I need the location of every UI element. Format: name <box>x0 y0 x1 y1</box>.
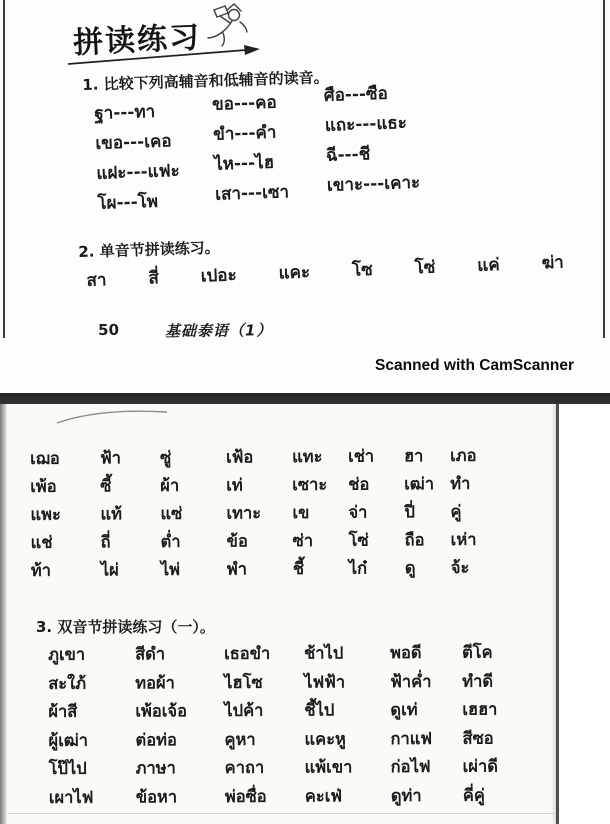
consonant-pair: แฝะ---แฟะ <box>96 161 181 184</box>
thai-word: ถือ <box>404 530 425 550</box>
thai-word: ชี้ไป <box>304 700 335 720</box>
thai-word: ซู่ <box>159 448 172 468</box>
thai-word: แคะหู <box>304 728 346 749</box>
thai-word: เช่า <box>347 446 375 466</box>
single-syllable-word-grid <box>30 446 537 580</box>
thai-word: ไปค้า <box>224 700 264 721</box>
exercise2-label: 2. 单音节拼读练习。 <box>78 238 220 261</box>
consonant-pair: ฉี---ชี <box>325 144 371 166</box>
thai-word: แพะ <box>30 504 61 524</box>
scan-gap-band <box>0 393 610 404</box>
thai-word: ข้อหา <box>135 786 178 807</box>
thai-word: ฟ้าค่ำ <box>390 671 432 691</box>
consonant-pair: ไห---ไฮ <box>213 152 275 175</box>
thai-word: แช่ <box>30 532 53 552</box>
thai-word: แซ่ <box>160 503 183 524</box>
thai-word: เฟ้อ <box>225 447 254 467</box>
page1-left-edge-line <box>3 0 5 338</box>
page2-bottom-edge-line <box>8 813 554 814</box>
thai-word: คะเฟ่ <box>304 785 343 806</box>
page1-right-edge-line <box>603 0 605 338</box>
thai-word: ผ้า <box>160 475 180 496</box>
thai-word: ช่อ <box>348 474 370 494</box>
thai-word: โป๊ไป <box>48 758 87 778</box>
thai-word: ต่อท่อ <box>135 729 177 750</box>
syllable: แค่ <box>476 255 501 276</box>
thai-word: ชี้ <box>292 559 305 579</box>
syllable: โซ <box>351 260 374 281</box>
consonant-pair: ศือ---ซือ <box>323 83 389 106</box>
thai-word: ไฮโซ <box>224 672 263 692</box>
exercise1-label: 1. 比较下列高辅音和低辅音的读音。 <box>82 68 329 94</box>
thai-word: ทำดี <box>462 671 494 691</box>
syllable: เปอะ <box>200 265 238 287</box>
thai-word: คี่คู่ <box>462 785 485 805</box>
thai-word: เทาะ <box>226 503 262 523</box>
thai-word: แทะ <box>291 446 323 467</box>
thai-word: พอดี <box>389 643 422 663</box>
thai-word: ทำ <box>450 473 471 494</box>
scanned-page-2 <box>0 404 610 824</box>
page-curl-line-icon <box>55 406 175 426</box>
thai-word: คาถา <box>224 757 265 778</box>
syllable: แคะ <box>278 262 311 284</box>
thai-word: เซาะ <box>292 474 328 495</box>
thai-word: ไผ่ <box>100 560 119 580</box>
thai-word: ดูเท่ <box>390 700 418 720</box>
thai-word: ปี่ <box>404 502 415 522</box>
syllable: โซ่ <box>414 257 436 279</box>
thai-word: แท้ <box>100 504 123 524</box>
thai-word: ตีโค <box>461 642 493 662</box>
syllable: สี่ <box>148 268 160 289</box>
thai-word: เภอ <box>449 445 477 466</box>
thai-word: เฌอ <box>29 448 60 468</box>
thai-word: ฮา <box>403 446 424 466</box>
thai-word: ต่ำ <box>160 531 181 552</box>
thai-word: จ้ะ <box>450 557 470 578</box>
thai-word: เธอขำ <box>223 643 271 664</box>
thai-word: เพ้อเจ้อ <box>135 701 188 721</box>
page2-right-margin <box>559 404 610 824</box>
thai-word: เผาไฟ <box>48 787 94 807</box>
thai-word: ทอผ้า <box>135 672 175 693</box>
two-syllable-word-grid <box>48 643 531 806</box>
page-title: 拼读练习 <box>72 20 202 61</box>
thai-word: ดูท่า <box>390 785 422 805</box>
syllable: ฆ่า <box>541 252 565 274</box>
thai-word: ท้า <box>30 560 52 580</box>
consonant-pair: เสา---เซา <box>214 182 290 205</box>
thai-word: ภาษา <box>135 758 176 778</box>
thai-word: พ่อซื่อ <box>224 786 267 806</box>
syllable: สา <box>86 270 107 291</box>
thai-word: ฟ้า <box>99 448 122 468</box>
consonant-pair: ขำ---คำ <box>212 122 277 145</box>
book-title: 基础泰语（1） <box>164 321 273 341</box>
thai-word: แพ้เขา <box>304 757 353 777</box>
thai-word: ซี้ <box>100 476 112 496</box>
exercise1-consonant-pairs <box>94 83 448 214</box>
camscanner-watermark: Scanned with CamScanner <box>375 357 574 374</box>
thai-word: คูหา <box>224 729 256 749</box>
consonant-pair: เขอ---เคอ <box>95 131 172 154</box>
thai-word: ไพ่ <box>160 559 181 580</box>
page-number: 50 <box>98 320 120 339</box>
scanned-page-1 <box>0 0 610 393</box>
consonant-pair: เขาะ---เคาะ <box>326 172 421 196</box>
consonant-pair: ฐา---ทา <box>94 101 156 124</box>
thai-word: เข <box>292 503 310 523</box>
thai-word: ซ่า <box>292 531 314 551</box>
thai-word: ผู้เฒ่า <box>48 730 89 750</box>
exercise3-label: 3. 双音节拼读练习（一）。 <box>36 618 215 636</box>
thai-word: โซ่ <box>348 530 369 550</box>
consonant-pair: โผ---โพ <box>97 191 159 214</box>
thai-word: สีซอ <box>462 728 494 748</box>
thai-word: คู่ <box>450 501 462 522</box>
page2-left-shadow-edge <box>0 404 7 824</box>
thai-word: เฒ่า <box>404 474 435 494</box>
thai-word: ก่อไฟ <box>390 756 431 777</box>
thai-word: สะใภ้ <box>48 673 87 693</box>
thai-word: ไก๋ <box>348 558 368 578</box>
thai-word: เห่า <box>450 529 477 550</box>
doodle-figure-icon <box>196 2 256 50</box>
thai-word: ภูเขา <box>47 644 86 664</box>
thai-word: ถี่ <box>100 532 111 552</box>
thai-word: จ่า <box>348 502 368 522</box>
thai-word: พำ <box>226 559 248 579</box>
consonant-pair: แถะ---แธะ <box>324 113 408 136</box>
thai-word: เพ้อ <box>30 476 57 496</box>
thai-word: เฮฮา <box>462 699 498 719</box>
thai-word: ไฟฟ้า <box>304 671 346 692</box>
thai-word: ดู <box>404 558 416 578</box>
thai-word: เผ่าดี <box>462 756 498 776</box>
page-footer <box>98 319 273 342</box>
thai-word: เท่ <box>226 475 243 495</box>
thai-word: กาแฟ <box>390 728 433 748</box>
thai-word: สีดำ <box>134 644 166 664</box>
consonant-pair: ขอ---คอ <box>211 92 278 115</box>
thai-word: ช้าไป <box>303 643 344 663</box>
thai-word: ข้อ <box>226 531 248 551</box>
thai-word: ผ้าสี <box>48 701 78 721</box>
